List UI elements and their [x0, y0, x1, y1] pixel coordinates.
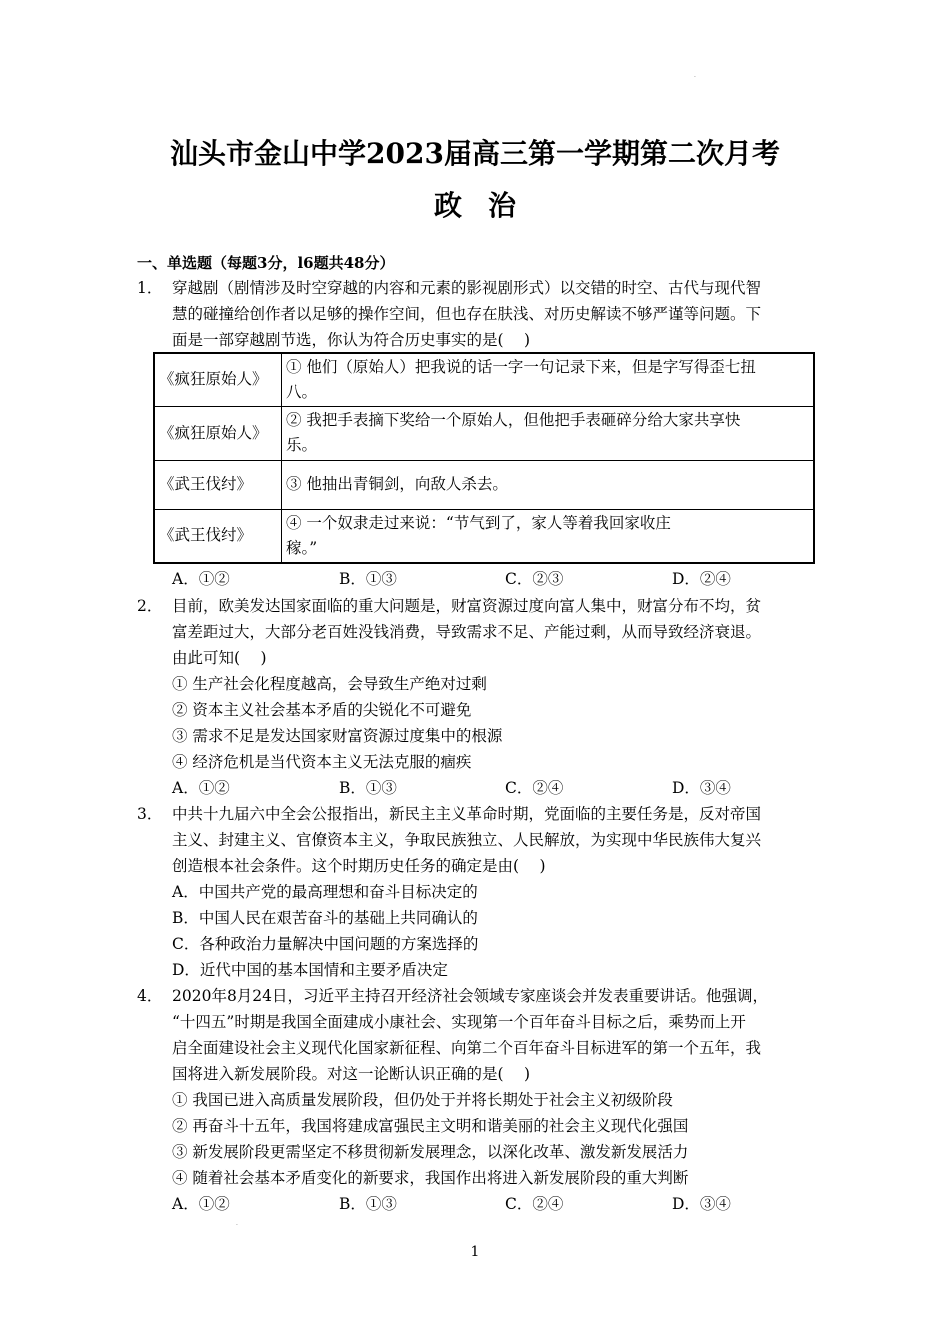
subject-title: 政治	[433, 189, 542, 222]
question-number: 4．	[137, 987, 163, 1005]
section-heading: 一、单选题（每题3分，l6题共48分）	[137, 254, 395, 272]
option-d[interactable]: D．③④	[672, 1195, 731, 1213]
question-text-line: 国将进入新发展阶段。对这一论断认识正确的是( )	[172, 1065, 531, 1083]
statement-3: ③ 需求不足是发达国家财富资源过度集中的根源	[172, 727, 503, 745]
option-a[interactable]: A．中国共产党的最高理想和奋斗目标决定的	[172, 883, 478, 901]
page-number: 1	[470, 1244, 480, 1260]
table-cell-text	[282, 460, 815, 509]
table-cell-text	[282, 509, 815, 563]
statement-4: ④ 随着社会基本矛盾变化的新要求，我国作出将进入新发展阶段的重大判断	[172, 1169, 689, 1187]
question-1-options	[137, 566, 827, 592]
question-text-line: 启全面建设社会主义现代化国家新征程、向第二个百年奋斗目标进军的第一个五年，我	[172, 1039, 762, 1057]
speck-mark: ·	[694, 74, 696, 81]
table-row	[154, 353, 814, 406]
table-text-line: ② 我把手表摘下奖给一个原始人，但他把手表砸碎分给大家共享快	[286, 411, 741, 429]
question-number: 1．	[137, 279, 163, 297]
statement-2: ② 资本主义社会基本矛盾的尖锐化不可避免	[172, 701, 472, 719]
question-text-line: “十四五”时期是我国全面建成小康社会、实现第一个百年奋斗目标之后，乘势而上开	[172, 1013, 746, 1031]
statement-3: ③ 新发展阶段更需坚定不移贯彻新发展理念，以深化改革、激发新发展活力	[172, 1143, 689, 1161]
question-text-line: 穿越剧（剧情涉及时空穿越的内容和元素的影视剧形式）以交错的时空、古代与现代智	[172, 279, 762, 297]
question-text-line: 2020年8月24日，习近平主持召开经济社会领域专家座谈会并发表重要讲话。他强调，	[172, 987, 769, 1005]
option-d[interactable]: D．近代中国的基本国情和主要矛盾决定	[172, 961, 448, 979]
statement-2: ② 再奋斗十五年，我国将建成富强民主文明和谐美丽的社会主义现代化强国	[172, 1117, 689, 1135]
option-c[interactable]: C．各种政治力量解决中国问题的方案选择的	[172, 935, 479, 953]
statement-1: ① 我国已进入高质量发展阶段，但仍处于并将长期处于社会主义初级阶段	[172, 1091, 673, 1109]
option-a[interactable]: A．①②	[172, 1195, 230, 1213]
table-cell-title: 《武王伐纣》	[154, 460, 282, 509]
speck-mark: ·	[236, 1222, 238, 1229]
question-4	[137, 983, 827, 1217]
question-text-line: 目前，欧美发达国家面临的重大问题是，财富资源过度向富人集中，财富分布不均，贫	[172, 597, 762, 615]
option-a[interactable]: A．①②	[172, 779, 230, 797]
drama-excerpt-table	[153, 352, 815, 564]
option-b[interactable]: B．①③	[339, 570, 397, 588]
question-text-line: 慧的碰撞给创作者以足够的操作空间，但也存在肤浅、对历史解读不够严谨等问题。下	[172, 305, 762, 323]
option-b[interactable]: B．①③	[339, 1195, 397, 1213]
exam-title: 汕头市金山中学2023届高三第一学期第二次月考	[170, 137, 780, 170]
option-c[interactable]: C．②④	[505, 1195, 564, 1213]
question-1	[137, 275, 827, 353]
question-text-line: 创造根本社会条件。这个时期历史任务的确定是由( )	[172, 857, 546, 875]
table-cell-title: 《疯狂原始人》	[154, 353, 282, 406]
table-text-line: ④ 一个奴隶走过来说：“节气到了，家人等着我回家收庄	[286, 513, 671, 532]
table-text-line: 乐。	[286, 436, 318, 454]
question-text-line: 由此可知( )	[172, 649, 267, 667]
option-a[interactable]: A．①②	[172, 570, 230, 588]
question-text-line: 主义、封建主义、官僚资本主义，争取民族独立、人民解放，为实现中华民族伟大复兴	[172, 831, 762, 849]
table-text-line: ① 他们（原始人）把我说的话一字一句记录下来，但是字写得歪七扭	[286, 357, 756, 376]
table-row	[154, 509, 814, 563]
statement-4: ④ 经济危机是当代资本主义无法克服的痼疾	[172, 753, 472, 771]
option-d[interactable]: D．②④	[672, 570, 731, 588]
question-3	[137, 801, 827, 983]
table-row	[154, 406, 814, 460]
question-text-line: 中共十九届六中全会公报指出，新民主主义革命时期，党面临的主要任务是，反对帝国	[172, 805, 762, 823]
table-row	[154, 460, 814, 509]
table-cell-title: 《疯狂原始人》	[154, 406, 282, 460]
option-b[interactable]: B．中国人民在艰苦奋斗的基础上共同确认的	[172, 909, 478, 927]
question-2	[137, 593, 827, 801]
option-c[interactable]: C．②④	[505, 779, 564, 797]
question-text-line: 面是一部穿越剧节选，你认为符合历史事实的是( )	[172, 331, 531, 349]
statement-1: ① 生产社会化程度越高，会导致生产绝对过剩	[172, 675, 487, 693]
option-c[interactable]: C．②③	[505, 570, 564, 588]
option-b[interactable]: B．①③	[339, 779, 397, 797]
table-cell-title: 《武王伐纣》	[154, 509, 282, 563]
question-number: 3．	[137, 805, 163, 823]
option-d[interactable]: D．③④	[672, 779, 731, 797]
table-cell-text	[282, 406, 815, 460]
question-number: 2．	[137, 597, 163, 615]
table-text-line: 稼。”	[286, 538, 318, 557]
question-text-line: 富差距过大，大部分老百姓没钱消费，导致需求不足、产能过剩，从而导致经济衰退。	[172, 623, 762, 641]
table-text-line: ③ 他抽出青铜剑，向敌人杀去。	[286, 475, 508, 493]
table-cell-text	[282, 353, 815, 406]
table-text-line: 八。	[286, 382, 318, 401]
